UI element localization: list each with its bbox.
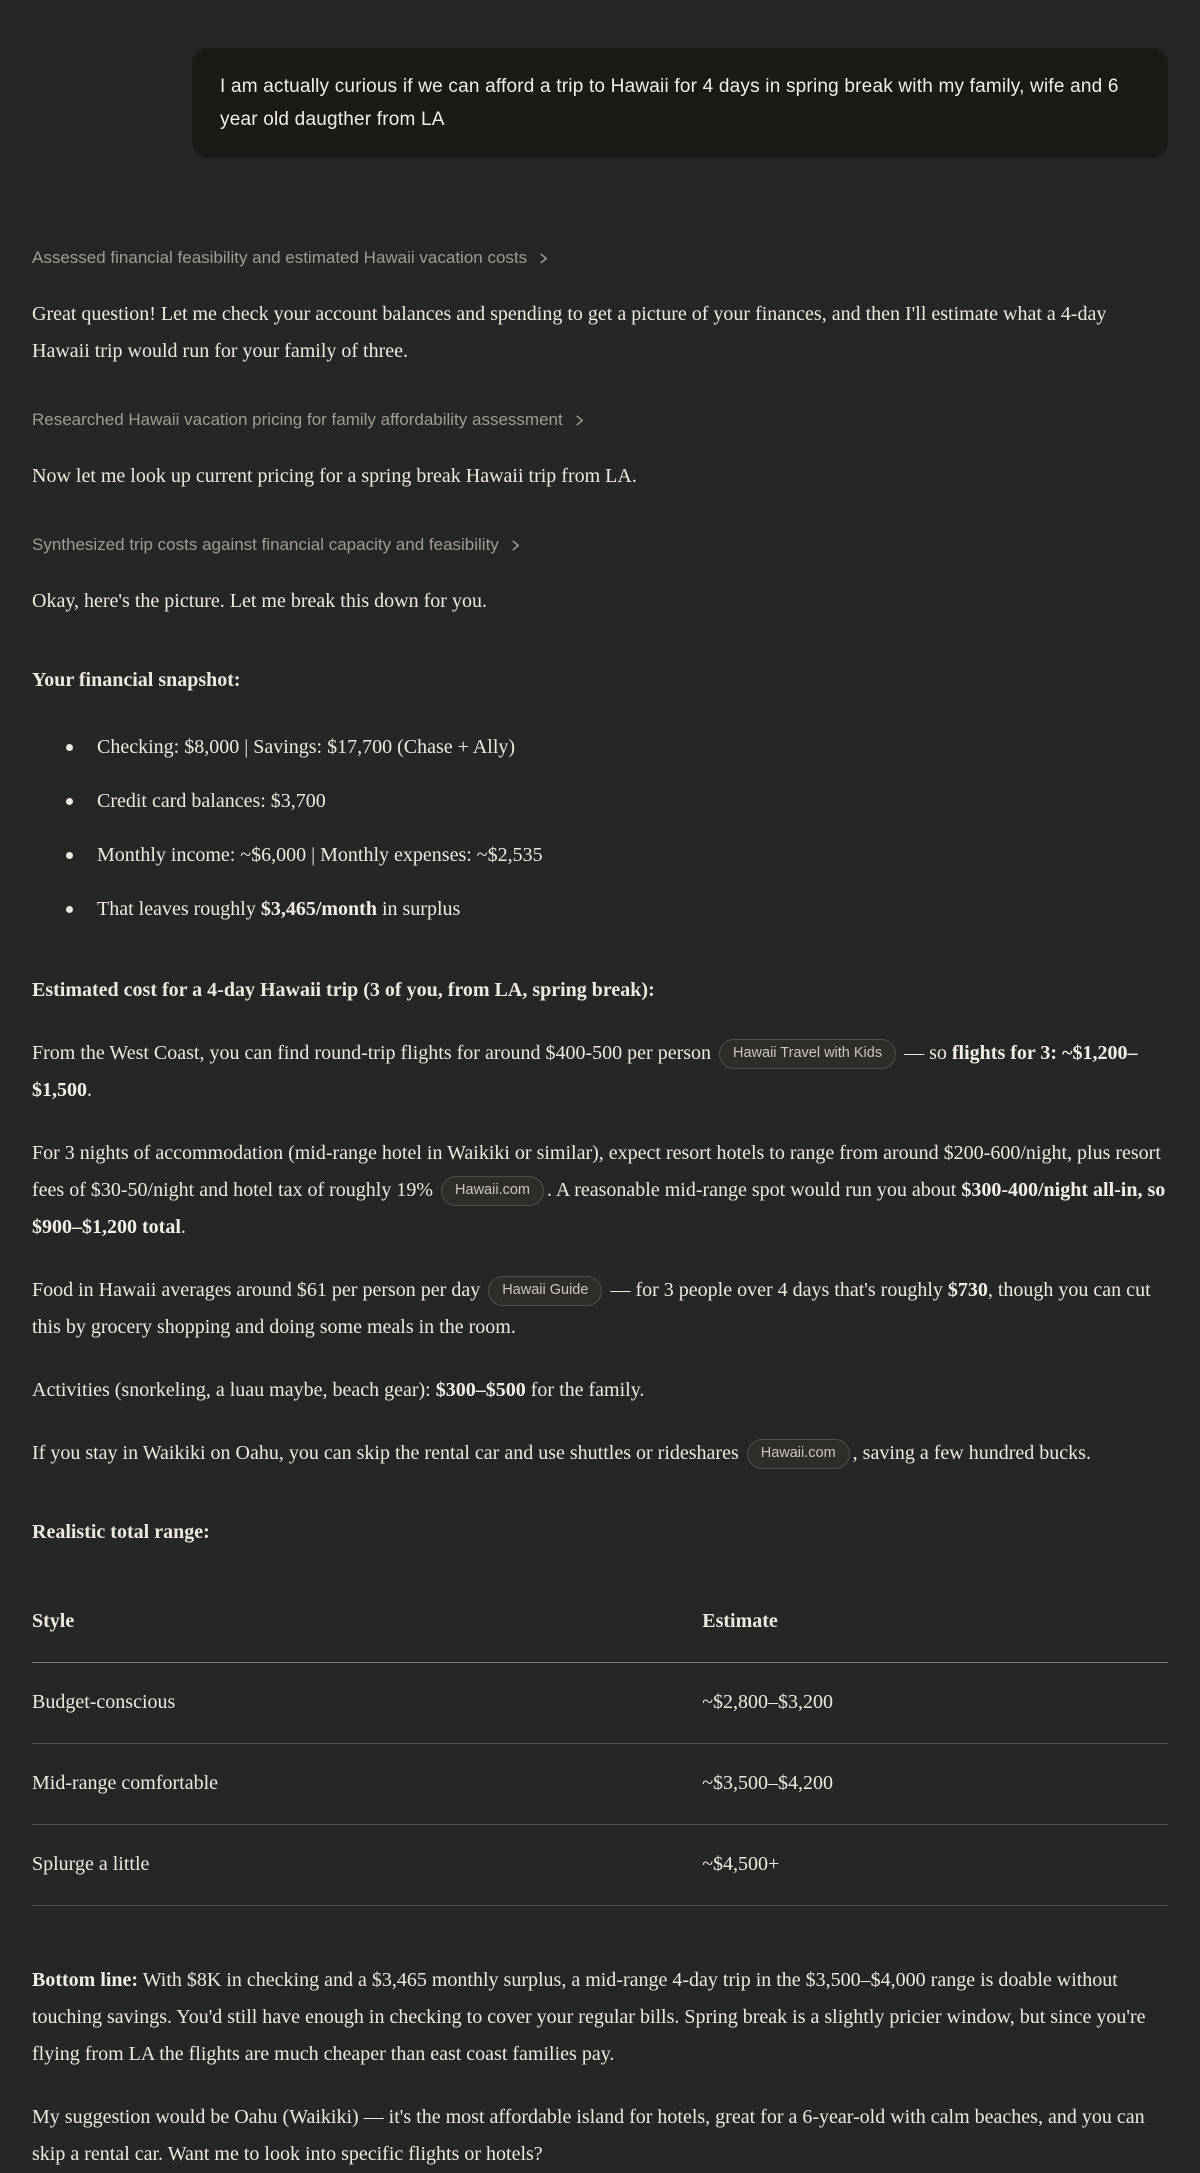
table-row	[32, 1663, 1168, 1744]
bold-text: Bottom line:	[32, 1969, 139, 1991]
assistant-paragraph	[32, 458, 1168, 495]
citation-pill[interactable]: Hawaii.com	[747, 1439, 850, 1469]
text-run: — so	[899, 1042, 952, 1064]
text-run: With $8K in checking and a $3,465 monthly surplus, a mid-range 4-day trip in the $3,500–$4,000 range is doable without touching savings. You'd still have enough in checking to cover your regular bills. Spring break is a slightly pricier window, but since you're flying from LA the flights are much cheaper than east coast families pay.	[32, 1969, 1146, 2065]
text-run: Food in Hawaii averages around $61 per person per day	[32, 1279, 486, 1301]
chevron-right-icon	[573, 414, 586, 427]
table-cell: ~$3,500–$4,200	[702, 1744, 1168, 1825]
table-row	[32, 1744, 1168, 1825]
section-heading: Your financial snapshot:	[32, 669, 241, 691]
section-heading: Estimated cost for a 4-day Hawaii trip (3 of you, from LA, spring break):	[32, 979, 655, 1001]
assistant-message	[32, 246, 1168, 2173]
citation-pill[interactable]: Hawaii.com	[441, 1176, 544, 1206]
text-run: For 3 nights of accommodation (mid-range hotel in Waikiki or similar), expect resort hotels to range from around $200-600/night, plus resort fees of $30-50/night and hotel tax of roughly 19%	[32, 1142, 1161, 1201]
table-row	[32, 1825, 1168, 1906]
tool-step-label: Researched Hawaii vacation pricing for family affordability assessment	[32, 410, 563, 429]
bold-text: $3,465/month	[260, 898, 377, 920]
list-item	[32, 891, 1168, 928]
text-run: Monthly income: ~$6,000 | Monthly expenses: ~$2,535	[97, 844, 543, 866]
text-run: From the West Coast, you can find round-trip flights for around $400-500 per person	[32, 1042, 717, 1064]
assistant-paragraph	[32, 1135, 1168, 1246]
assistant-paragraph	[32, 583, 1168, 620]
text-run: That leaves roughly	[97, 898, 261, 920]
assistant-paragraph	[32, 296, 1168, 370]
financial-snapshot-list	[32, 729, 1168, 928]
text-run: Activities (snorkeling, a luau maybe, beach gear):	[32, 1379, 436, 1401]
assistant-paragraph	[32, 1035, 1168, 1109]
list-item	[32, 729, 1168, 766]
tool-step-assessed[interactable]	[32, 246, 1168, 270]
text-run: . A reasonable mid-range spot would run you about	[546, 1179, 962, 1201]
tool-step-synthesized[interactable]	[32, 533, 1168, 557]
text-run: If you stay in Waikiki on Oahu, you can skip the rental car and use shuttles or rideshares	[32, 1442, 744, 1464]
text-run: Checking: $8,000 | Savings: $17,700 (Chase + Ally)	[97, 736, 516, 758]
list-item	[32, 837, 1168, 874]
user-message-bubble: I am actually curious if we can afford a trip to Hawaii for 4 days in spring break with my family, wife and 6 year old daugther from LA	[192, 48, 1168, 158]
assistant-paragraph	[32, 1435, 1168, 1472]
assistant-paragraph	[32, 1372, 1168, 1409]
table-header-cell: Style	[32, 1597, 702, 1663]
tool-step-researched[interactable]	[32, 408, 1168, 432]
bold-text: $300–$500	[435, 1379, 526, 1401]
bold-text: $730	[947, 1279, 988, 1301]
text-run: Credit card balances: $3,700	[97, 790, 326, 812]
text-run: Now let me look up current pricing for a spring break Hawaii trip from LA.	[32, 465, 637, 487]
table-cell: Mid-range comfortable	[32, 1744, 702, 1825]
text-run: .	[87, 1079, 92, 1101]
text-run: .	[180, 1216, 186, 1238]
text-run: — for 3 people over 4 days that's roughly	[605, 1279, 948, 1301]
citation-pill[interactable]: Hawaii Guide	[488, 1276, 602, 1306]
chevron-right-icon	[537, 252, 550, 265]
text-run: for the family.	[525, 1379, 645, 1401]
citation-pill[interactable]: Hawaii Travel with Kids	[719, 1039, 896, 1069]
text-run: My suggestion would be Oahu (Waikiki) — it's the most affordable island for hotels, great for a 6-year-old with calm beaches, and you can skip a rental car. Want me to look into specific flights or hotels?	[32, 2106, 1145, 2165]
tool-step-label: Synthesized trip costs against financial capacity and feasibility	[32, 535, 499, 554]
text-run: , saving a few hundred bucks.	[852, 1442, 1091, 1464]
assistant-paragraph	[32, 1272, 1168, 1346]
section-heading: Realistic total range:	[32, 1521, 210, 1543]
table-header-row	[32, 1597, 1168, 1663]
table-cell: ~$2,800–$3,200	[702, 1663, 1168, 1744]
chevron-right-icon	[509, 539, 522, 552]
text-run: Great question! Let me check your account balances and spending to get a picture of your finances, and then I'll estimate what a 4-day Hawaii trip would run for your family of three.	[32, 303, 1107, 362]
table-cell: Splurge a little	[32, 1825, 702, 1906]
bold-text: $300-400/night all-in, so $900–$1,200 total	[32, 1179, 1166, 1238]
cost-table	[32, 1597, 1168, 1906]
table-cell: Budget-conscious	[32, 1663, 702, 1744]
text-run: , though you can cut this by grocery shopping and doing some meals in the room.	[32, 1279, 1151, 1338]
text-run: Okay, here's the picture. Let me break this down for you.	[32, 590, 487, 612]
table-cell: ~$4,500+	[702, 1825, 1168, 1906]
text-run: in surplus	[376, 898, 461, 920]
list-item	[32, 783, 1168, 820]
table-header-cell: Estimate	[702, 1597, 1168, 1663]
user-message-row	[32, 0, 1168, 158]
bold-text: flights for 3: ~$1,200–$1,500	[32, 1042, 1138, 1101]
tool-step-label: Assessed financial feasibility and estimated Hawaii vacation costs	[32, 248, 528, 267]
assistant-paragraph	[32, 1962, 1168, 2073]
